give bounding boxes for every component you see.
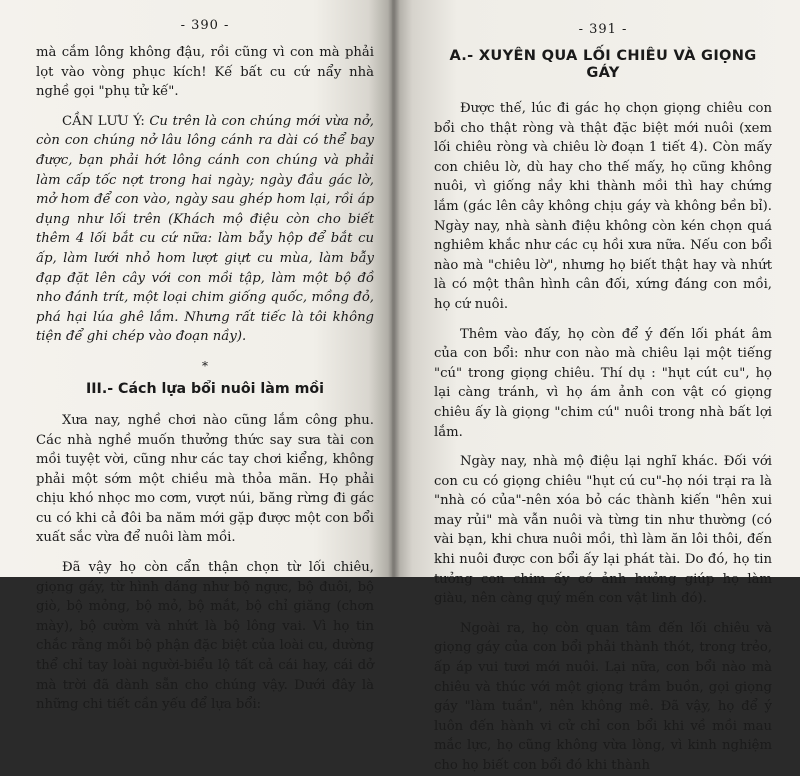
- paragraph: Thêm vào đấy, họ còn để ý đến lối phát âm của con bổi: như con nào mà chiêu lại một tiếng "cú" trong giọng chiêu. Thí dụ : "hụt cút cu", họ lại càng tránh, vì họ ám ảnh con vật có giọng chiêu ấy là giọng "chim cú" nuôi trong nhà bất lợi lắm.: [434, 326, 772, 440]
- section-heading: A.- XUYÊN QUA LỐI CHIÊU VÀ GIỌNG GÁY: [449, 47, 757, 81]
- right-page: [392, 0, 800, 773]
- paragraph: Ngày nay, nhà mộ điệu lại nghĩ khác. Đối với con cu có giọng chiêu "hụt cú cu"-họ nói trại ra là "nhà có của"-nên xóa bỏ các thành kiến "hên xui may rủi" mà vẫn nuôi và từng tin như thường (có vài bạn, khi chưa nuôi mồi, thì làm ăn lôi thôi, đến khi nuôi được con bổi ấy lại phát tài. Do đó, họ tin tưởng con chim ấy có ảnh hưởng giúp họ làm giàu, nên càng quý mến con vật linh đó).: [434, 454, 772, 607]
- page-number-left: - 390 -: [180, 18, 230, 33]
- section-separator: *: [202, 358, 208, 373]
- note-text: Cu trên là con chúng mới vừa nở, còn con chúng nở lâu lông cánh ra dài có thể bay được, bạn phải hớt lông cánh con chúng và phải làm cấp tốc nợt trong hai ngày; ngày đầu gác lờ, mở hom để con vào, ngày sau ghép hom lại, rồi áp dụng như lối trên (Khách mộ điệu còn cho biết thêm 4 lối bắt cu cứ nữa: làm bẫy hộp để bắt cu ấp, làm lưới nhỏ hom lượt giựt cu mùa, làm bẫy đạp đặt lên cây với con mồi tập, làm một bộ đồ nho đánh trít, một loại chim giống quốc, mồng đỏ, phá hại lúa ghê lắm. Nhưng rất tiếc là tôi không tiện để ghi chép vào đoạn nầy).: [36, 113, 374, 345]
- paragraph: Xưa nay, nghề chơi nào cũng lắm công phu. Các nhà nghề muốn thưởng thức say sưa tài con mồi tuyệt vời, cũng như các tay chơi kiểng, không phải một sớm một chiều mà thỏa mãn. Họ phải chịu khó nhọc mo cơm, vượt núi, băng rừng đi gác cu có khi cả đôi ba năm mới gặp được một con bổi xuất sắc vừa để nuôi làm mồi.: [36, 412, 374, 546]
- left-page: [0, 0, 392, 713]
- section-heading: III.- Cách lựa bổi nuôi làm mồi: [86, 380, 324, 397]
- note-label: CẦN LƯU Ý:: [62, 113, 145, 129]
- note-paragraph: [36, 112, 374, 347]
- page-number-right: - 391 -: [578, 22, 628, 37]
- paragraph: mà cắm lông không đậu, rồi cũng vì con mà phải lọt vào vòng phục kích! Kế bất cu cứ nẩy nhà nghề gọi "phụ tử kế".: [36, 45, 374, 100]
- paragraph: Đã vậy họ còn cẩn thận chọn từ lối chiêu, giọng gáy, từ hình dáng như bộ ngực, bộ đuôi, bộ giò, bộ mỏng, bộ mỏ, bộ mắt, bộ chỉ giăng (chơn mày), bộ cườm và nhứt là bộ lông vai. Vì họ tin chắc rằng mỗi bộ phận đặc biệt của loài cu, dường thể chỉ tay loài người-biểu lộ tất cả cái hay, cái dở mà trời đã dành sẵn cho chúng vậy. Dưới đây là những chi tiết cần yếu để lựa bổi:: [36, 560, 374, 713]
- paragraph: Được thế, lúc đi gác họ chọn giọng chiêu con bổi cho thật ròng và thật đặc biệt mới nuôi (xem lối chiêu ròng và chiêu lờ đoạn 1 tiết 4). Còn mấy con chiêu lờ, dù hay cho thế mấy, họ cũng không nuôi, vì giống nầy khi thành mồi thì hay chứng lắm (gác lên cây không chịu gáy và không bền bỉ). Ngày nay, nhà sành điệu không còn kén chọn quá nghiêm khắc như các cụ hồi xưa nữa. Nếu con bổi nào mà "chiêu lờ", nhưng họ biết thật hay và nhứt là có một thân hình cân đối, xứng đáng con mồi, họ cứ nuôi.: [434, 101, 772, 312]
- paragraph: Ngoài ra, họ còn quan tâm đến lối chiêu và giọng gáy của con bổi phải thành thót, trong trẻo, ấp áp vui tươi mới nuôi. Lại nữa, con bổi nào mà chiêu và thúc với một giọng trầm buồn, gọi giọng gáy "làm tuần", nên không mê. Đã vậy, họ để ý luôn đến hành vi cử chỉ con bổi khi về mồi mau mắc lực, họ cũng không vừa lòng, vì kinh nghiệm cho họ biết con bổi đó khi thành: [434, 620, 772, 773]
